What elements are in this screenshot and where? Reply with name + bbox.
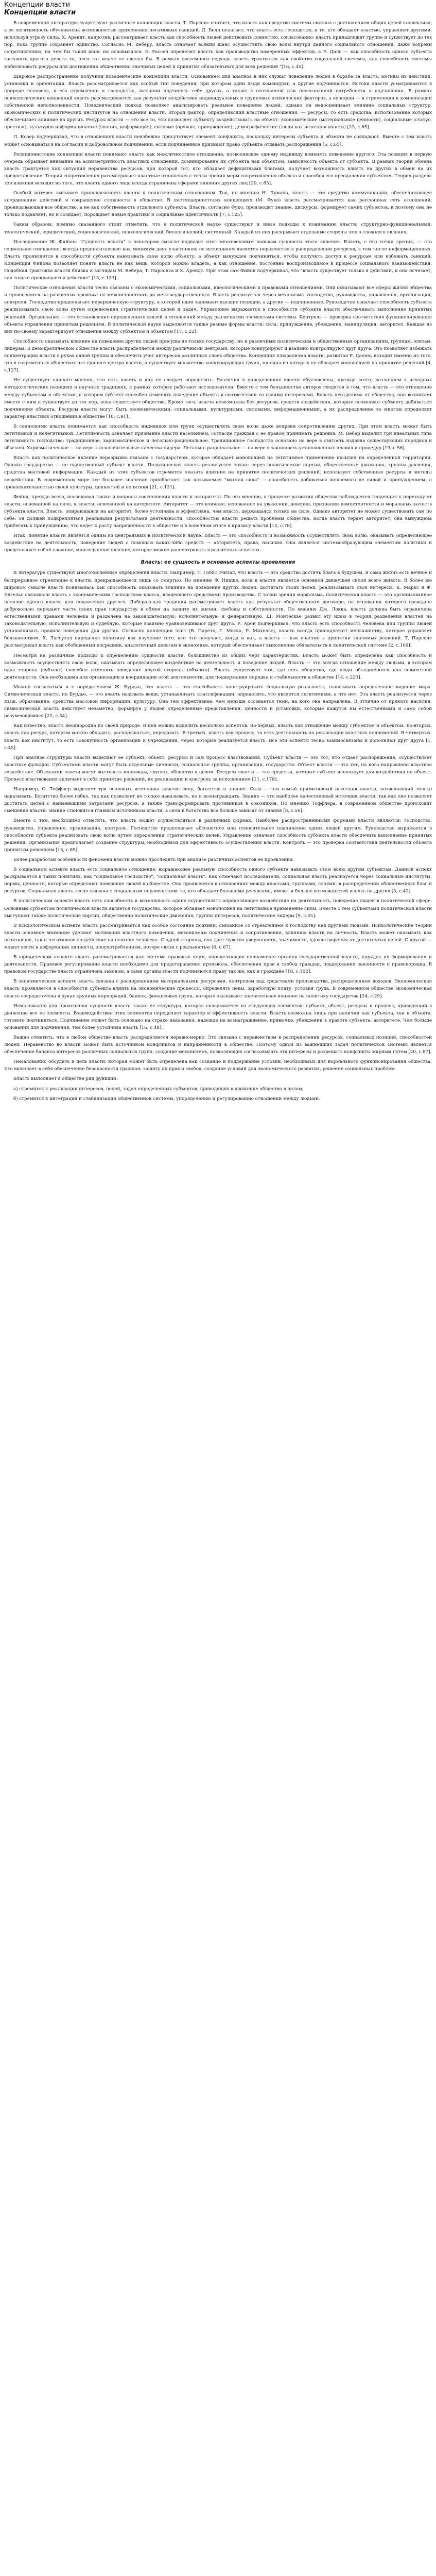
paragraph: Более разработан особенности феномена власти можно проследить при анализе различных аспектов ее проявления.	[13, 857, 294, 862]
paragraph: Как известно, власть неоднородна по своей природе. В ней можно выделить несколько аспектов. Во-первых, власть как отношение между субъектом и объектом. Во-вторых, власть как ресурс, которым можно обладать, распоряжаться, передавать. В-третьих, власть как процесс, то есть деятельность по реализации властных полномочий. В-четвертых, власть как институт, то есть совокупность организаций и учреждений, через которые реализуется власть. Все эти аспекты тесно взаимосвязаны и дополняют друг друга [1, с.45].	[4, 723, 432, 751]
paragraph: Итак, понятие власти является одним из центральных в политической науке. Власть — это способность и возможность осуществлять свою волю, оказывать определяющее воздействие на деятельность, поведение людей с помощью каких-либо средств — авторитета, права, насилия. Она является системообразующим элементом политики и представляет собой сложное, многогранное явление, которое можно рассматривать в различных аспектах.	[4, 533, 432, 553]
paragraph: Власть выполняет в обществе ряд функций:	[13, 1076, 118, 1082]
paragraph: Л. Козер подчеркивал, что в отношениях власти неизбежно присутствует элемент конфликта, поскольку интересы субъекта и объекта не совпадают. Вместе с тем власть может основываться на согласии и добровольном подчинении, если подчиненные признают право субъекта отдавать распоряжения [5, с.65].	[4, 134, 432, 147]
paragraph: Важно отметить, что в любом обществе власть распределяется неравномерно. Это связано с неравенством в распределении ресурсов, социальных позиций, способностей людей. Неравенство во власти может быть источником конфликтов и напряженности в обществе. Поэтому одной из важнейших задач политической системы является обеспечение баланса интересов различных социальных групп, создание механизмов, позволяющих согласовывать эти интересы и разрешать конфликты мирным путем [20, с.87].	[4, 1035, 432, 1055]
paragraph: Не существует единого мнения, что есть власть и как ее следует определять. Различия в определениях власти обусловлены, прежде всего, различием в исходных методологических позициях и научных традициях, в рамках которых работают исследователи. Вместе с тем большинство авторов сходятся в том, что власть — это отношение между субъектом и объектом, в котором субъект способен изменять поведение объекта в соответствии со своими интересами. Власть неотделима от общества, она возникает вместе с ним и существует до тех пор, пока существует общество. Кроме того, власть невозможна без ресурсов, средств воздействия, которые позволяют субъекту добиваться подчинения объекта. Ресурсы власти могут быть экономическими, социальными, культурными, силовыми, информационными, а их распределение во многом определяет характер властных отношений в обществе [10, с.91].	[4, 378, 432, 419]
paragraph: Можно согласиться и с определением Ж. Бурдье, что власть — это способность конструировать социальную реальность, навязывать определенное видение мира. Символическая власть, по Бурдье, — это власть называть вещи, устанавливать классификации, определять, что является легитимным, а что нет. Эта власть реализуется через язык, образование, средства массовой информации, культуру. Она тем эффективнее, чем меньше осознается теми, на кого она направлена. В отличие от прямого насилия, символическая власть действует незаметно, формируя у людей определенные представления, ценности и установки, которые кажутся им естественными и само собой разумеющимися [22, с.34].	[4, 684, 432, 719]
paragraph: Фейнд, прежде всего, исследовал также и вопросы соотношения власти и авторитета. По его мнению, в процессе развития общества наблюдается тенденция к переходу от власти, основанной на силе, к власти, основанной на авторитете. Авторитет — это влияние, основанное на уважении, доверии, признании компетентности и моральных качеств субъекта власти. Власть, опирающаяся на авторитет, более устойчива и эффективна, чем власть, держащаяся только на силе. Однако авторитет не может существовать сам по себе: он должен подкрепляться реальными результатами деятельности, способностью власти решать проблемы общества. Когда власть теряет авторитет, она вынуждена прибегать к принуждению, что ведет к росту напряженности в обществе и в конечном итоге к кризису власти [12, с.78].	[4, 494, 432, 529]
paragraph: Политические отношения власти тесно связаны с экономическими, социальными, идеологическими и правовыми отношениями. Они охватывают все сферы жизни общества и проявляются на различных уровнях: от межличностного до межгосударственного. Власть реализуется через механизмы господства, руководства, управления, организации, контроля. Господство предполагает иерархическую структуру, в которой одни занимают высшие позиции, а другие — подчиненные. Руководство означает способность субъекта реализовывать свою волю путем определения стратегических целей и задач. Управление выражается в способности субъекта власти обеспечивать выполнение принятых решений. Организация — это установление определенных связей и отношений между различными элементами системы. Контроль — проверка соответствия функционирования объекта управления принятым решениям. В политической науке выделяются также разные формы власти: сила, принуждение, убеждение, манипуляция, авторитет. Каждая из них по-своему характеризует отношения между субъектом и объектом [17, с.22].	[4, 285, 432, 334]
paragraph: В социальном аспекте власть есть социальное отношение, выражающее реальную способность одного субъекта навязывать свою волю другим субъектам. Данный аспект раскрывается в таких понятиях, как "социальное господство", "социальная власть". Как отмечают исследователи, социальная власть реализуется через социальные институты, нормы, ценности, которые определяют поведение людей в обществе. Она проявляется в отношениях между классами, группами, слоями, в распределении общественных благ и ресурсов. Социальная власть тесно связана с социальным неравенством: те, кто обладает большими ресурсами, имеют и больше возможностей влиять на других [3, с.42].	[4, 867, 432, 894]
paragraph: Исследование Ж. Фийона "Сущность власти" в некотором смысле подводит итог многовековым поискам сущности этого явления. Власть, с его точки зрения, — это социальное отношение, всегда предполагающее как минимум двух участников; ее источником является неравенство в распределении ресурсов, в том числе информационных. Власть проявляется в способности субъекта навязывать свою волю объекту, а объект вынужден подчиняться, чтобы получить доступ к ресурсам или избежать санкций. Концепция Фийона позволяет понять власть не как вещь, которой можно владеть, а как отношение, постоянно воспроизводимое в процессе социального взаимодействия. Подобная трактовка власти близка к взглядам М. Вебера, Т. Парсонса и Х. Арендт. При этом сам Фийон подчеркивал, что "власть существует только в действии, и она исчезает, как только прекращается действие" [13, с.133].	[4, 239, 432, 281]
paragraph: Реляционистские концепции власти понимают власть как межличностное отношение, позволяющее одному индивиду изменять поведение другого. Эта позиция в первую очередь обращает внимание на асимметричность властных отношений, доминирование их субъекта над объектом, зависимость объекта от субъекта. В рамках теории обмена власть трактуется как ситуация неравенства ресурсов, при которой тот, кто обладает дефицитными благами, получает возможность влиять на других в обмен на их предоставление. Теория сопротивления рассматривает властные отношения с точки зрения меры сопротивления объекта и способов его преодоления субъектом. Теория раздела зон влияния исходит из того, что власть одного лица всегда ограничена сферами влияния других лиц [20, с.85].	[4, 151, 432, 186]
paragraph: В психологическом аспекте власть рассматривается как особое состояние психики, связанное со стремлением к господству над другими людьми. Психологические теории власти основное внимание уделяют мотивации властного поведения, механизмам подчинения и сопротивления, влиянию власти на личность. Власть может оказывать как позитивное, так и негативное воздействие на психику человека. С одной стороны, она дает чувство уверенности, значимости, удовлетворения от достигнутых целей. С другой — может вести к деформации личности, злоупотреблениям, потере связи с реальностью [6, с.67].	[4, 923, 432, 950]
paragraph: Например, О. Тоффлер выделяет три основных источника власти: силу, богатство и знание. Сила — это самый примитивный источник власти, позволяющий только наказывать. Богатство более гибко, так как позволяет не только наказывать, но и вознаграждать. Знание — это наиболее качественный источник власти, так как оно позволяет достигать целей с наименьшими затратами ресурсов, а также трансформировать противников в союзников. По мнению Тоффлера, в современном обществе происходит смещение власти: знание становится главным источником власти, а сила и богатство все больше зависят от знания [8, с.56].	[4, 787, 432, 814]
chapter-title: Концепции власти	[4, 9, 76, 16]
section-essence	[4, 569, 432, 1102]
section-heading: Власть: ее сущность и основные аспекты проявления	[141, 560, 295, 566]
paragraph: Немаловажно для прояснения сущности власти также ее структура, которая складывается из следующих элементов: субъект, объект, ресурсы и процесс, приводящий в движение все ее элементы. Взаимодействие этих элементов определяет характер и эффективность власти. Власть возможна лишь при наличии как субъекта, так и объекта, готового подчиниться. Подчинение может быть основано на страхе наказания, надежде на вознаграждение, привычке, убеждении в правоте субъекта, авторитете. Чем больше оснований для подчинения, тем более устойчива власть [16, с.48].	[4, 1003, 432, 1030]
paragraph: Несмотря на различные подходы к определению сущности власти, большинство из общих черт характеристик. Власть может быть определена как способность и возможность осуществлять свою волю, оказывать определяющее воздействие на деятельность и поведение людей. Власть — это всегда отношение между людьми, в котором одна сторона (субъект) способна изменять поведение другой стороны (объекта). Власть существует там, где есть общество, где люди объединяются для совместной деятельности. Она необходима для организации и координации этой деятельности, для поддержания порядка и стабильности в обществе [14, с.223].	[4, 653, 432, 680]
paragraph: Способность оказывать влияние на поведение других людей присуща не только государству, но и различным политическим и общественным организациям, группам, элитам, лидерам. В демократическом обществе власть распределяется между различными центрами, которые конкурируют и взаимно контролируют друг друга. Это позволяет избежать концентрации власти в руках одной группы и обеспечить учет интересов различных слоев общества. Концепция плюрализма власти, развитая Р. Далем, исходит именно из того, что в современных обществах нет единого центра власти, а существует множество конкурирующих групп, ни одна из которых не обладает монополией на принятие решений [4, с.127].	[4, 338, 432, 374]
paragraph: Таким образом, помимо сказанного стоит отметить, что в политической науке существуют и иные подходы к пониманию власти: структурно-функциональный, теологический, юридический, социологический, психологический, биологический, системный. Каждый из них раскрывает отдельные стороны этого сложного явления.	[4, 222, 432, 235]
paragraph: В юридическом аспекте власть рассматривается как система правовых норм, определяющих полномочия органов государственной власти, порядок их формирования и деятельности. Правовое регулирование власти необходимо для предотвращения произвола, обеспечения прав и свобод граждан, поддержания законности и правопорядка. В правовом государстве власть ограничена законом, а сами органы власти подчиняются праву так же, как и граждане [18, с.102].	[4, 955, 432, 975]
paragraph: В социологии власть понимается как способность индивидов или групп осуществлять свою волю даже вопреки сопротивлению других. При этом власть может быть легитимной и нелегитимной. Легитимность означает признание власти населением, согласие граждан с ее правом принимать решения. М. Вебер выделил три идеальных типа легитимного господства: традиционное, харизматическое и легально-рациональное. Традиционное господство основано на вере в святость издавна существующих порядков и обычаев. Харизматическое — на вере в исключительные качества лидера. Легально-рациональное — на вере в законность установленных правил и процедур [19, с.56].	[4, 423, 432, 451]
paragraph: Власть как политическое явление неразрывно связана с государством, которое обладает монополией на легитимное применение насилия на определенной территории. Однако государство — не единственный субъект власти. Политическая власть реализуется также через политические партии, общественные движения, группы давления, средства массовой информации. Каждый из этих субъектов стремится оказать влияние на принятие политических решений, использует собственные ресурсы и методы воздействия. В современном мире все большее значение приобретает так называемая "мягкая сила" — способность добиваться желаемого не силой и принуждением, а привлекательностью своей культуры, ценностей и политики [21, с.131].	[4, 455, 432, 490]
paragraph: б) стремится к интеграции и стабилизации общественной системы, упорядочению и регулированию отношений между людьми.	[13, 1096, 320, 1101]
paragraph: Вместе с тем, необходимо отметить, что власть может осуществляться в различных формах. Наиболее распространенными формами власти являются: господство, руководство, управление, организация, контроль. Господство предполагает абсолютное или относительное подчинение одних людей другим. Руководство выражается в способности субъекта реализовать свою волю путем определения стратегических целей. Управление означает способность субъекта власти обеспечить выполнение принятых решений. Организация предполагает создание структуры, необходимой для эффективного осуществления власти. Контроль — это проверка соответствия деятельности объекта принятым решениям [15, с.89].	[4, 818, 432, 853]
paragraph: а) стремится к реализации интересов, целей, задач определенных субъектов, приводящих в движение общество в целом;	[13, 1086, 304, 1092]
paragraph: В современной литературе существуют различные концепции власти. Т. Парсонс считает, что власть как средство системы связана с достижением общих целей коллектива, а ее легитимность обусловлена возможностью применения негативных санкций. Д. Белл полагает, что власть есть господство, и те, кто обладает властью, управляют другими, используя угрозу силы. Х. Арендт, напротив, рассматривает власть как способность людей действовать совместно, согласованно; власть принадлежит группе и существует до тех пор, пока группа сохраняет единство. Согласно М. Веберу, власть означает всякий шанс осуществить свою волю внутри данного социального отношения, даже вопреки сопротивлению, на чем бы такой шанс ни основывался. Б. Рассел определял власть как производство намеренных эффектов, а Р. Даль — как способность одного субъекта заставить другого делать то, чего тот иначе не сделал бы. В рамках системного подхода власть трактуется как свойство социальной системы, как способность системы мобилизовать ресурсы для достижения общественно значимых целей и принятия обязательных для всех решений "[16, с.45].	[4, 21, 432, 70]
paragraph: В политическом аспекте власть есть способность и возможность одних осуществлять определяющее воздействие на деятельность, поведение людей в политической сфере. Основным субъектом политической власти является государство, которое обладает монополией на легитимное применение силы. Вместе с тем субъектами политической власти выступают также политические партии, общественно-политические движения, группы интересов, политические лидеры [9, с.35].	[4, 899, 432, 919]
paragraph: Особый интерес вызывает принадлежность власти к политическим отношениям. Так, по мнению Н. Лумана, власть — это средство коммуникации, обеспечивающее координацию действий и сокращение сложности в обществе. В постмодернистских концепциях (М. Фуко) власть рассматривается как рассеянная сеть отношений, пронизывающая все общество, а не как собственность отдельного субъекта. Власть, согласно Фуко, производит знание, дискурсы, формирует самих субъектов, и поэтому она не только подавляет, но и созидает, порождает новые практики и социальные идентичности [7, с.125].	[4, 191, 432, 218]
paragraph: При анализе структуры власти выделяют ее субъект, объект, ресурсы и сам процесс властвования. Субъект власти — это тот, кто отдает распоряжения, осуществляет властные функции. Субъектами власти могут быть отдельные личности, социальные группы, организации, государство. Объект власти — это тот, на кого направлено властное воздействие. Объектами власти могут выступать индивиды, группы, общество в целом. Ресурсы власти — это средства, которые субъект использует для воздействия на объект. Процесс властвования включает в себя принятие решений, их реализацию и контроль за исполнением [11, с.178].	[4, 755, 432, 782]
paragraph: Немаловажно обсудить и цель власти, которая может быть определена как создание и поддержание условий, необходимых для нормального функционирования общества. Это включает в себя обеспечение безопасности граждан, защиту их прав и свобод, создание условий для экономического развития, решение социальных проблем.	[4, 1059, 432, 1072]
paragraph: Широкое распространение получили поведенческие концепции власти. Основанием для анализа в них служат поведение людей в борьбе за власть, мотивы их действий, установки и ориентации. Власть рассматривается как особый тип поведения, при котором одни люди командуют, а другие подчиняются. Истоки власти усматриваются в природе человека, в его стремлении к господству, желании подчинять себе других, а также в осознанной или неосознанной потребности в подчинении. В рамках психологических концепций власть рассматривается как результат воздействия индивидуальных и групповых психических факторов, а ее корни — в стремлении к компенсации собственной неполноценности. Поведенческий подход позволяет анализировать реальное поведение людей, однако он недооценивает влияние социальных структур, экономических и политических институтов на отношения власти. Второй фактор, определяющий властные отношения, — ресурсы, то есть средства, использование которых обеспечивает влияние на других. Ресурсы власти — это все то, что позволяет субъекту воздействовать на объект: экономические (материальные ценности), социальные (статус, престиж), культурно-информационные (знания, информация), силовые (оружие, принуждение), демографические (люди как источник власти) [23, с.85].	[4, 74, 432, 130]
section-concepts	[4, 20, 432, 554]
page-title: Концепции власти	[4, 1, 71, 9]
paragraph: В литературе существуют многочисленные определения власти. Например, Т. Гоббс считал, что власть — это средство достичь блага в будущем, и сама жизнь есть вечное и беспрерывное стремление к власти, прекращающееся лишь со смертью. По мнению Ф. Ницше, воля к власти является основной движущей силой всего живого. В более же широком смысле власть понималась как способность оказывать влияние на поведение других людей, достигать своих целей, реализовывать свои интересы. К. Маркс и Ф. Энгельс связывали власть с экономическим господством класса, владеющего средствами производства. С точки зрения марксизма, политическая власть — это организованное насилие одного класса для подавления другого. Либеральная традиция рассматривает власть как результат общественного договора, на основании которого граждане добровольно передают часть своих прав государству в обмен на защиту их жизни, свободы и собственности. По мнению Дж. Локка, власть должна быть ограничена естественными правами человека и разделена на законодательную, исполнительную и федеративную. Ш. Монтескье развил эту идею в теории разделения властей на законодательную, исполнительную и судебную, которые взаимно уравновешивают друг друга. Р. Арон подчеркивал, что власть есть способность человека или группы людей устанавливать правила поведения для других. Согласно концепции элит (В. Парето, Г. Моска, Р. Михельс), власть всегда принадлежит меньшинству, которое управляет большинством. Х. Лассуэлл определял политику как изучение того, кто что получает, когда и как, а власть — как участие в принятии значимых решений. Т. Парсонс рассматривал власть как обобщенный посредник, аналогичный деньгам в экономике, который обеспечивает выполнение обязательств в политической системе [2, с.109].	[4, 570, 432, 649]
paragraph: В экономическом аспекте власть связана с распоряжением материальными ресурсами, контролем над средствами производства, распределением доходов. Экономическая власть проявляется в способности субъекта влиять на экономические процессы, определять цены, заработную плату, условия труда. В современном обществе экономическая власть сосредоточена в руках крупных корпораций, банков, финансовых групп, которые оказывают значительное влияние на политику государства [24, с.29].	[4, 979, 432, 999]
